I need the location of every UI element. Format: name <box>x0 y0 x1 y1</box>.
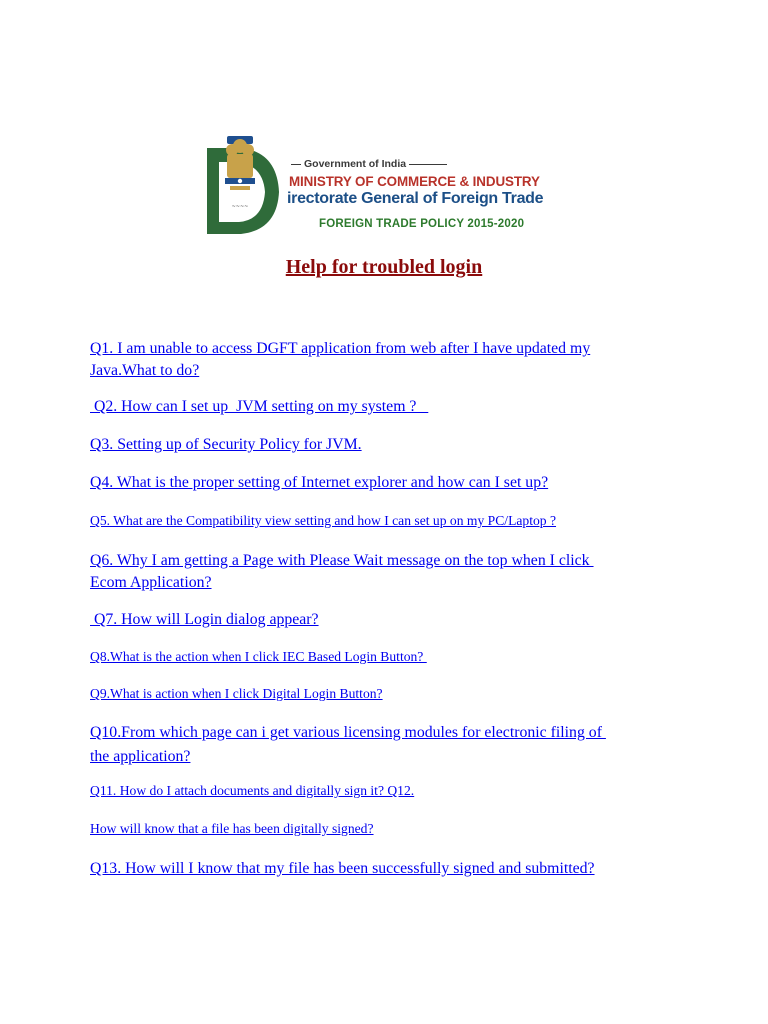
dgft-logo <box>197 130 575 240</box>
svg-text:~~~~: ~~~~ <box>231 204 249 210</box>
faq-link-q9[interactable]: Q9.What is action when I click Digital Login Button? <box>90 686 383 701</box>
faq-link-q8[interactable]: Q8.What is the action when I click IEC Based Login Button? <box>90 649 427 664</box>
logo-gov-line: Government of India <box>291 158 447 170</box>
faq-link-q5[interactable]: Q5. What are the Compatibility view setting and how I can set up on my PC/Laptop ? <box>90 513 557 528</box>
faq-link-q2[interactable]: Q2. How can I set up JVM setting on my system ? <box>90 398 429 415</box>
faq-link-q6-cont[interactable]: Ecom Application? <box>90 574 212 591</box>
faq-link-q4[interactable]: Q4. What is the proper setting of Internet explorer and how can I set up? <box>90 474 549 491</box>
logo-text <box>285 130 575 240</box>
page-title: Help for troubled login <box>285 256 483 278</box>
logo-policy: FOREIGN TRADE POLICY 2015-2020 <box>319 218 525 230</box>
faq-link-q10-cont[interactable]: the application? <box>90 748 191 765</box>
faq-link-q6[interactable]: Q6. Why I am getting a Page with Please Wait message on the top when I click <box>90 552 594 569</box>
faq-link-q1-cont[interactable]: Java.What to do? <box>90 362 200 379</box>
logo-directorate: irectorate General of Foreign Trade <box>287 190 544 207</box>
faq-link-q1[interactable]: Q1. I am unable to access DGFT application from web after I have updated my <box>90 340 591 357</box>
faq-link-q3[interactable]: Q3. Setting up of Security Policy for JVM. <box>90 436 362 453</box>
emblem-icon <box>197 130 283 238</box>
faq-link-q13[interactable]: Q13. How will I know that my file has been successfully signed and submitted? <box>90 860 595 877</box>
faq-link-q12[interactable]: How will know that a file has been digitally signed? <box>90 821 374 836</box>
faq-link-q11[interactable]: Q11. How do I attach documents and digitally sign it? Q12. <box>90 783 415 798</box>
faq-link-q7[interactable]: Q7. How will Login dialog appear? <box>90 611 319 628</box>
logo-ministry: MINISTRY OF COMMERCE & INDUSTRY <box>289 174 540 189</box>
faq-link-q10[interactable]: Q10.From which page can i get various licensing modules for electronic filing of <box>90 724 606 741</box>
